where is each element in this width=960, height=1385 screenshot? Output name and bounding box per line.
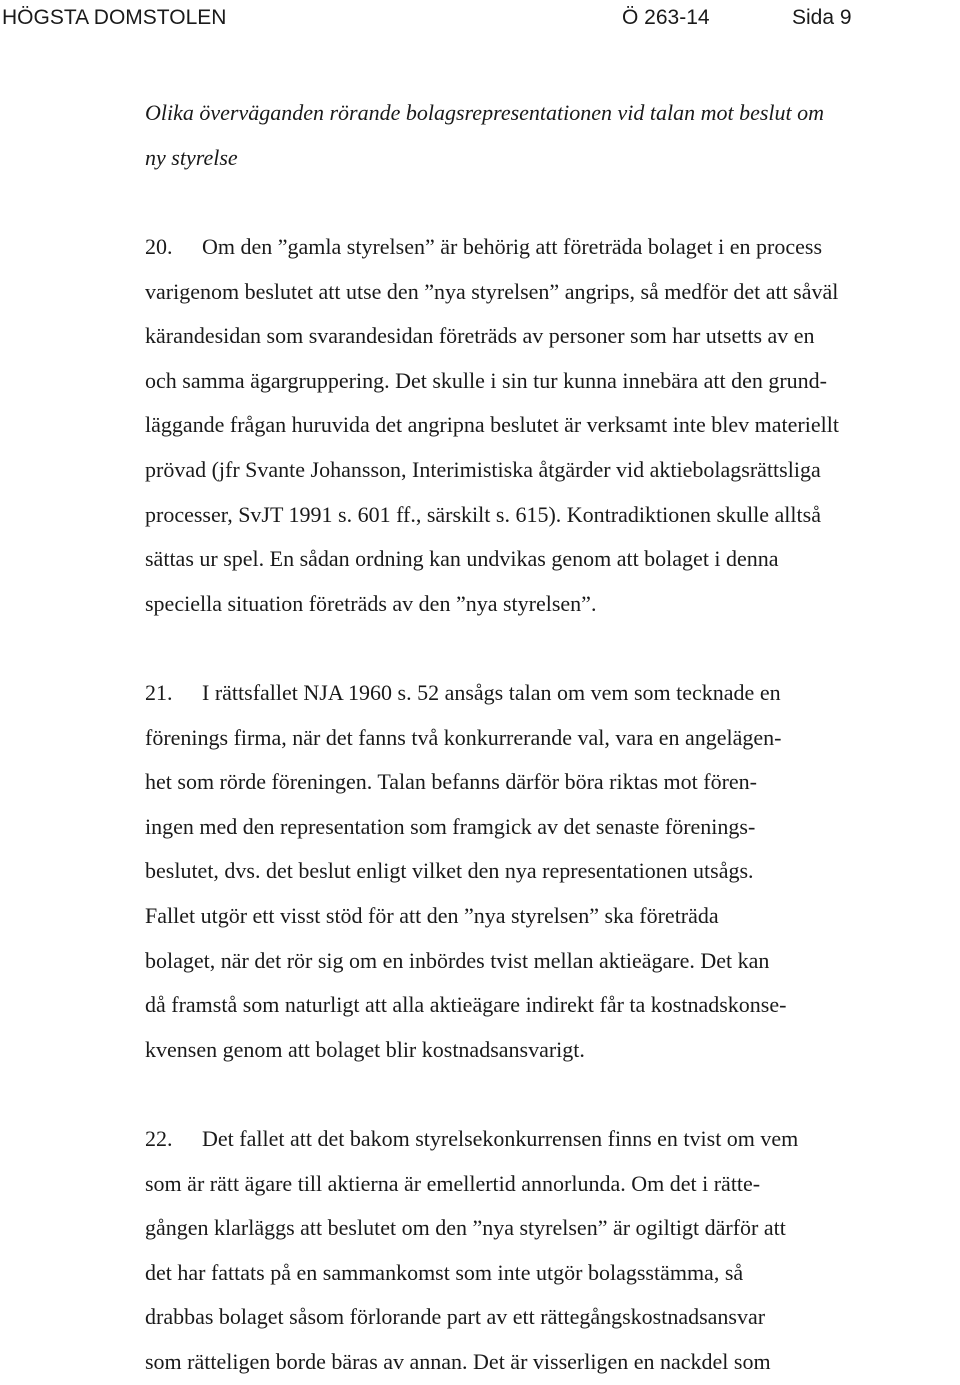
paragraph-line <box>145 1117 960 1162</box>
paragraph-21 <box>145 671 960 1072</box>
paragraph-line: kvensen genom att bolaget blir kostnadsansvarigt. <box>145 1036 585 1062</box>
paragraph-number: 22. <box>145 1126 173 1151</box>
paragraph-22 <box>145 1117 960 1385</box>
paragraph-line: beslutet, dvs. det beslut enligt vilket den nya representationen utsågs. <box>145 858 754 884</box>
paragraph-line: det har fattats på en sammankomst som inte utgör bolagsstämma, så <box>145 1259 744 1285</box>
paragraph-line: som är rätt ägare till aktierna är emellertid annorlunda. Om det i rätte- <box>145 1170 761 1196</box>
paragraph-line: het som rörde föreningen. Talan befanns därför böra riktas mot fören- <box>145 769 758 795</box>
paragraph-number: 20. <box>145 234 173 259</box>
paragraph-line: Fallet utgör ett visst stöd för att den ”nya styrelsen” ska företräda <box>145 902 719 928</box>
paragraph-line: prövad (jfr Svante Johansson, Interimistiska åtgärder vid aktiebolagsrättsliga <box>145 456 821 482</box>
paragraph-line: speciella situation företräds av den ”nya styrelsen”. <box>145 590 597 616</box>
paragraph-line: förenings firma, när det fanns två konkurrerande val, vara en angelägen- <box>145 724 782 750</box>
page-number: Sida 9 <box>792 6 852 29</box>
paragraph-text: Det fallet att det bakom styrelsekonkurrensen finns en tvist om vem <box>202 1126 799 1151</box>
paragraph-line: sättas ur spel. En sådan ordning kan undvikas genom att bolaget i denna <box>145 546 779 572</box>
page-header <box>0 3 960 33</box>
paragraph-line: ingen med den representation som framgick av det senaste förenings- <box>145 813 756 839</box>
paragraph-line: drabbas bolaget såsom förlorande part av ett rättegångskostnadsansvar <box>145 1304 766 1330</box>
paragraph-line: kärandesidan som svarandesidan företräds av personer som har utsetts av en <box>145 323 815 349</box>
paragraph-20 <box>145 225 960 626</box>
paragraph-text: I rättsfallet NJA 1960 s. 52 ansågs talan om vem som tecknade en <box>202 680 781 705</box>
paragraph-number: 21. <box>145 680 173 705</box>
paragraph-line: processer, SvJT 1991 s. 601 ff., särskilt s. 615). Kontradiktionen skulle alltså <box>145 501 821 527</box>
section-heading <box>145 90 955 180</box>
court-name: HÖGSTA DOMSTOLEN <box>2 6 227 29</box>
paragraph-line <box>145 225 960 270</box>
paragraph-line: och samma ägargruppering. Det skulle i sin tur kunna innebära att den grund- <box>145 367 828 393</box>
paragraph-line: då framstå som naturligt att alla aktieägare indirekt får ta kostnadskonse- <box>145 992 787 1018</box>
section-heading-line: ny styrelse <box>145 145 238 170</box>
paragraph-line: varigenom beslutet att utse den ”nya styrelsen” angrips, så medför det att såväl <box>145 278 839 304</box>
case-number: Ö 263-14 <box>622 6 710 29</box>
paragraph-line <box>145 671 960 716</box>
paragraph-line: bolaget, när det rör sig om en inbördes tvist mellan aktieägare. Det kan <box>145 947 770 973</box>
paragraph-line: som rätteligen borde bäras av annan. Det är visserligen en nackdel som <box>145 1348 771 1374</box>
paragraph-text: Om den ”gamla styrelsen” är behörig att företräda bolaget i en process <box>202 234 823 259</box>
paragraph-line: gången klarläggs att beslutet om den ”nya styrelsen” är ogiltigt därför att <box>145 1215 786 1241</box>
section-heading-line: Olika överväganden rörande bolagsrepresentationen vid talan mot beslut om <box>145 100 825 125</box>
paragraph-line: läggande frågan huruvida det angripna beslutet är verksamt inte blev materiellt <box>145 412 839 438</box>
